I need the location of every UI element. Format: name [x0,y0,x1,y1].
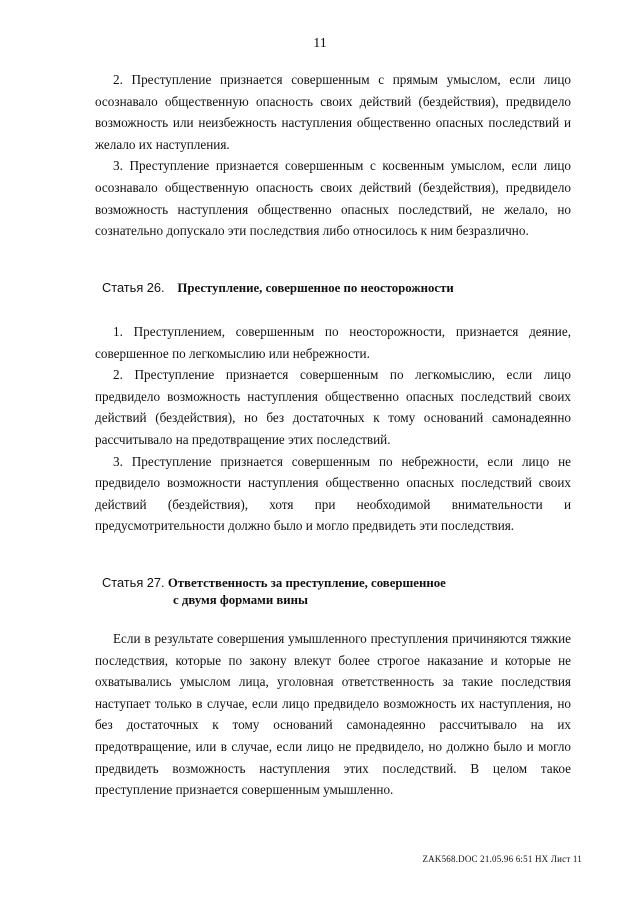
article-27-body [95,628,571,801]
article-27-label: Статья 27. [102,575,165,590]
paragraph-indirect-intent: 3. Преступление признается совершенным с косвенным умыслом, если лицо осознавало общественную опасность своих действий (бездействия), предвидело возможность наступления общественно опасных последствий, не желало, но сознательно допускало эти последствия либо относилось к ним безразлично. [95,158,571,239]
article-26-heading [102,279,562,297]
paragraph-direct-intent: 2. Преступление признается совершенным с прямым умыслом, если лицо осознавало общественную опасность своих действий (бездействия), предвидело возможность или неизбежность наступления общественно опасных последствий и желало их наступления. [95,72,571,152]
article-27-title-line1: Ответственность за преступление, совершенное [167,576,446,590]
paragraph-recklessness: 2. Преступление признается совершенным по легкомыслию, если лицо предвидело возможность наступления общественно опасных последствий своих действий (бездействия), но без достаточных к тому оснований самонадеянно рассчитывало на предотвращение этих последствий. [95,367,571,447]
article-25-continuation [95,69,571,242]
article-26-label: Статья 26. [102,280,165,295]
article-27-title-line2: с двумя формами вины [173,593,309,607]
article-26-body [95,321,571,537]
paragraph-negligence-definition: 1. Преступлением, совершенным по неосторожности, признается деяние, совершенное по легкомыслию или небрежности. [95,324,571,361]
paragraph-two-forms-of-guilt: Если в результате совершения умышленного преступления причиняются тяжкие последствия, которые по закону влекут более строгое наказание и которые не охватывались умыслом лица, уголовная ответственность за такие последствия наступает только в случае, если лицо предвидело возможность их наступления, но без достаточных к тому оснований самонадеянно рассчитывало на их предотвращение, или в случае, если лицо не предвидело, но должно было и могло предвидеть возможность наступления этих последствий. В целом такое преступление признается совершенным умышленно. [95,631,571,798]
document-footer: ZAK568.DOC 21.05.96 6:51 НХ Лист 11 [422,854,582,864]
page-number: 11 [313,36,327,51]
article-27-heading [102,574,562,609]
article-26-title: Преступление, совершенное по неосторожности [177,281,454,295]
paragraph-negligence: 3. Преступление признается совершенным по небрежности, если лицо не предвидело возможности наступления общественно опасных последствий своих действий (бездействия), хотя при необходимой внимательности и предусмотрительности должно было и могло предвидеть эти последствия. [95,453,571,534]
